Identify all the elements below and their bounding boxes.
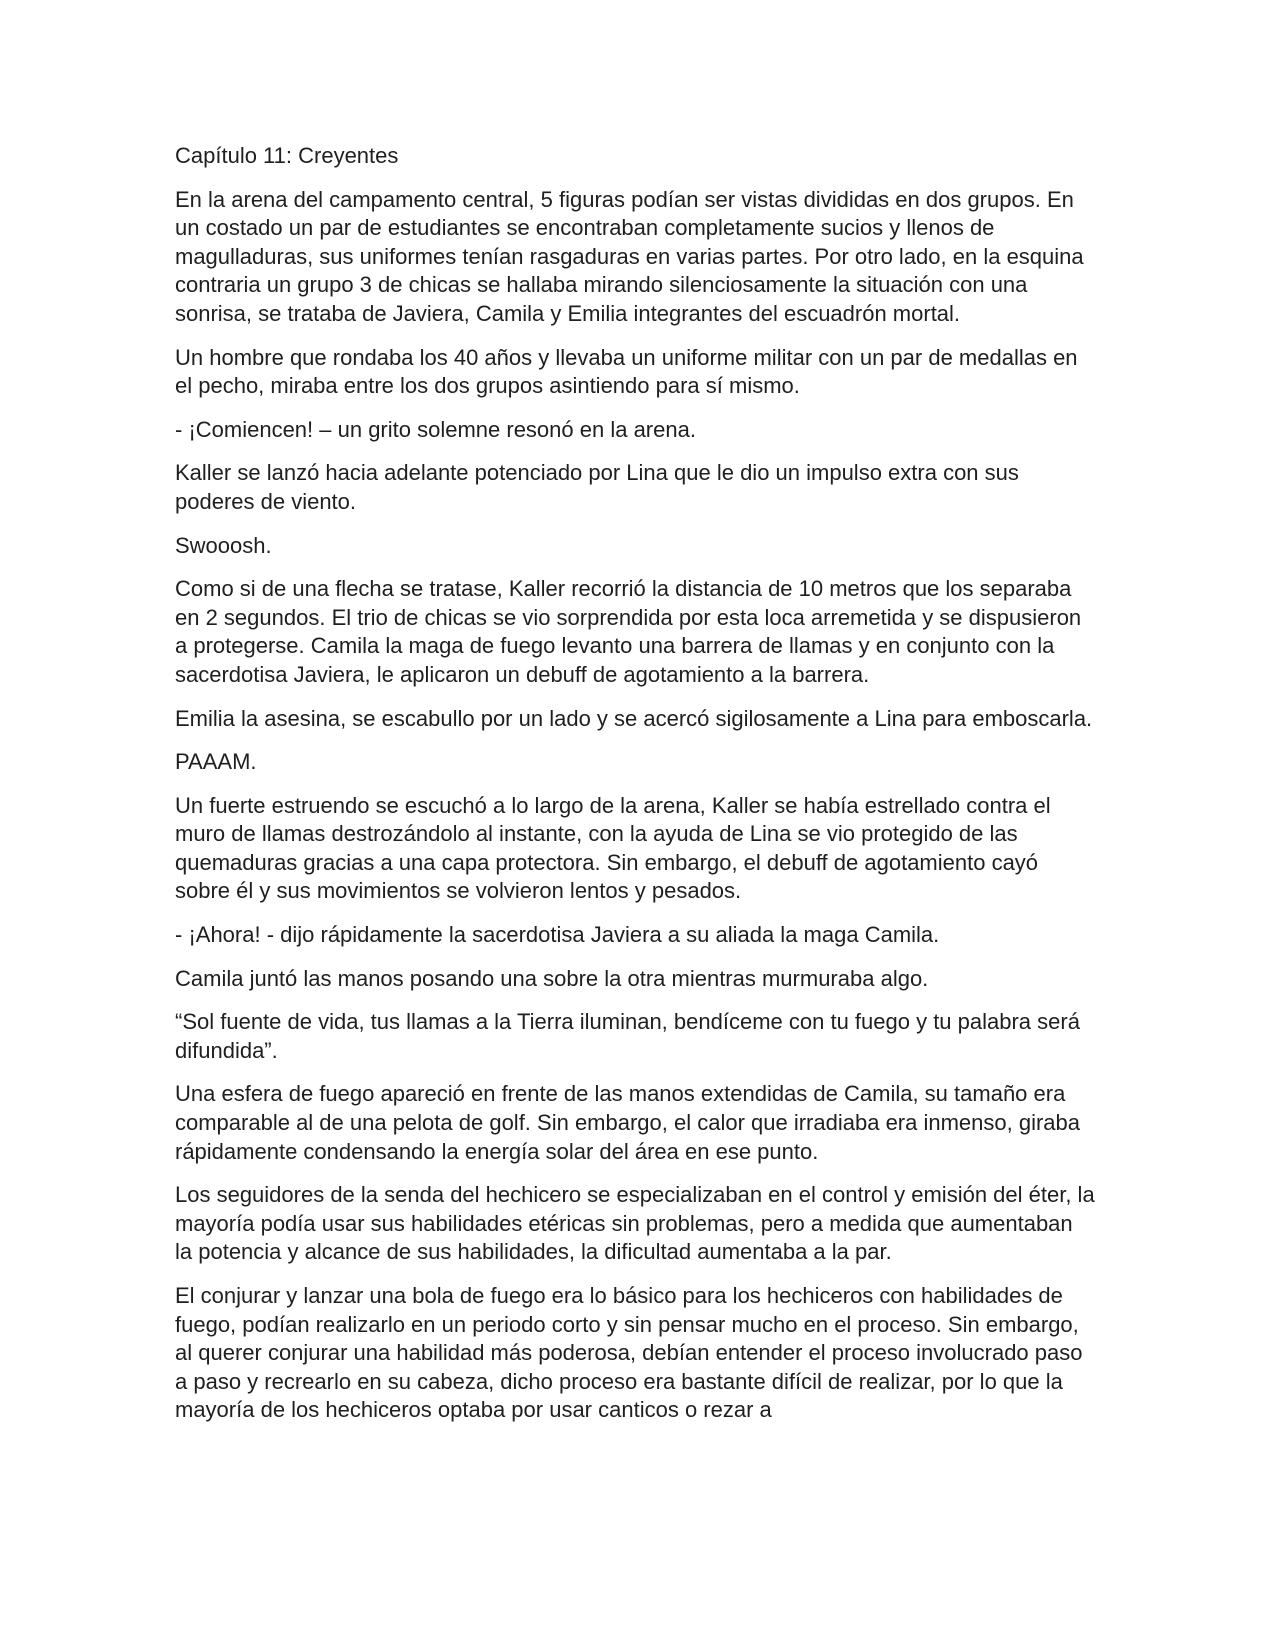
paragraph: El conjurar y lanzar una bola de fuego era lo básico para los hechiceros con habilidades de fuego, podían realizarlo en un periodo corto y sin pensar mucho en el proceso. Sin embargo, al querer conjurar una habilidad más poderosa, debían entender el proceso involucrado paso a paso y recrearlo en su cabeza, dicho proceso era bastante difícil de realizar, por lo que la mayoría de los hechiceros optaba por usar canticos o rezar a	[175, 1283, 1083, 1423]
paragraph: Emilia la asesina, se escabullo por un lado y se acercó sigilosamente a Lina para emboscarla.	[175, 705, 1093, 731]
sound-effect: Swooosh.	[175, 532, 272, 558]
paragraph: Kaller se lanzó hacia adelante potenciado por Lina que le dio un impulso extra con sus poderes de viento.	[175, 460, 1019, 514]
chapter-title: Capítulo 11: Creyentes	[175, 143, 399, 168]
dialogue-line: - ¡Ahora! - dijo rápidamente la sacerdotisa Javiera a su aliada la maga Camila.	[175, 922, 940, 948]
paragraph: Los seguidores de la senda del hechicero se especializaban en el control y emisión del éter, la mayoría podía usar sus habilidades etéricas sin problemas, pero a medida que aumentaban la potencia y alcance de sus habilidades, la dificultad aumentaba a la par.	[175, 1182, 1095, 1265]
paragraph: Como si de una flecha se tratase, Kaller recorrió la distancia de 10 metros que los separaba en 2 segundos. El trio de chicas se vio sorprendida por esta loca arremetida y se dispusieron a protegerse. Camila la maga de fuego levanto una barrera de llamas y en conjunto con la sacerdotisa Javiera, le aplicaron un debuff de agotamiento a la barrera.	[175, 576, 1082, 687]
document-body	[175, 142, 1095, 1440]
paragraph: En la arena del campamento central, 5 figuras podían ser vistas divididas en dos grupos. En un costado un par de estudiantes se encontraban completamente sucios y llenos de magulladuras, sus uniformes tenían rasgaduras en varias partes. Por otro lado, en la esquina contraria un grupo 3 de chicas se hallaba mirando silenciosamente la situación con una sonrisa, se trataba de Javiera, Camila y Emilia integrantes del escuadrón mortal.	[175, 186, 1084, 326]
dialogue-line: - ¡Comiencen! – un grito solemne resonó en la arena.	[175, 416, 696, 442]
paragraph: Camila juntó las manos posando una sobre la otra mientras murmuraba algo.	[175, 965, 929, 991]
paragraph: Un fuerte estruendo se escuchó a lo largo de la arena, Kaller se había estrellado contra el muro de llamas destrozándolo al instante, con la ayuda de Lina se vio protegido de las quemaduras gracias a una capa protectora. Sin embargo, el debuff de agotamiento cayó sobre él y sus movimientos se volvieron lentos y pesados.	[175, 792, 1051, 904]
paragraph: Un hombre que rondaba los 40 años y llevaba un uniforme militar con un par de medallas en el pecho, miraba entre los dos grupos asintiendo para sí mismo.	[175, 344, 1078, 399]
paragraph: Una esfera de fuego apareció en frente de las manos extendidas de Camila, su tamaño era comparable al de una pelota de golf. Sin embargo, el calor que irradiaba era inmenso, giraba rápidamente condensando la energía solar del área en ese punto.	[175, 1081, 1081, 1164]
sound-effect: PAAAM.	[175, 749, 257, 775]
incantation: “Sol fuente de vida, tus llamas a la Tierra iluminan, bendíceme con tu fuego y tu palabra será difundida”.	[175, 1009, 1080, 1063]
